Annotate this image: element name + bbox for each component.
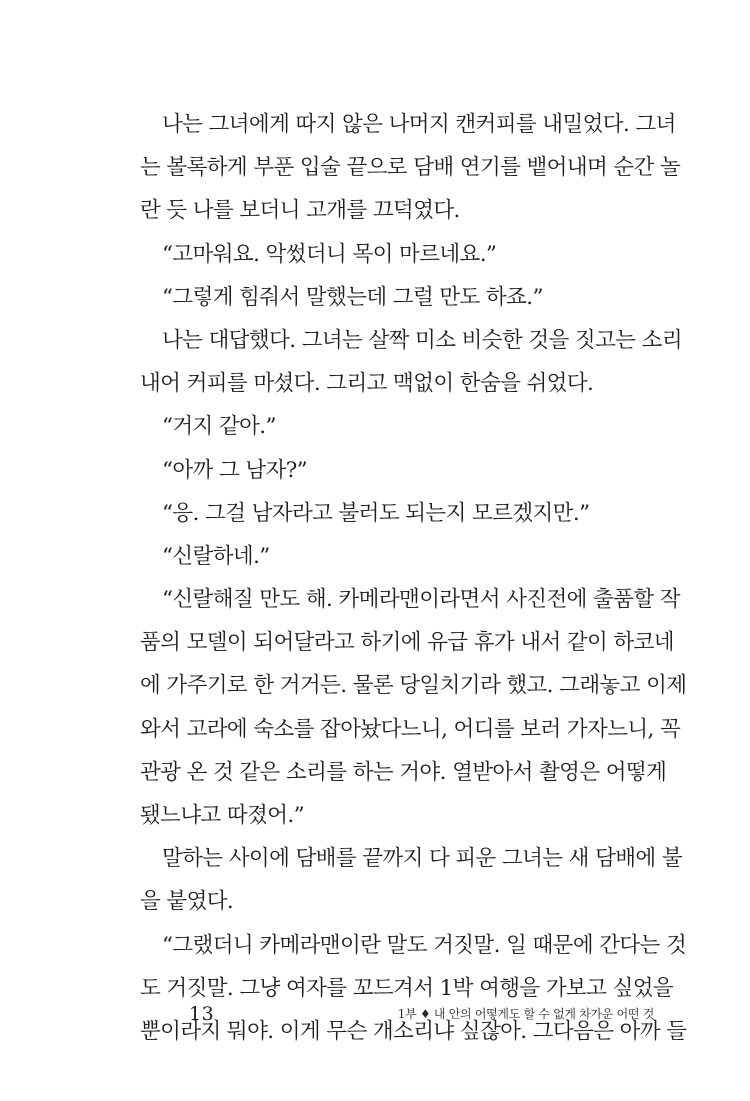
text-line: 내어 커피를 마셨다. 그리고 맥없이 한숨을 쉬었다. <box>140 371 594 397</box>
text-line: 을 붙였다. <box>140 889 234 915</box>
text-line: 품의 모델이 되어달라고 하기에 유급 휴가 내서 같이 하코네 <box>140 630 674 656</box>
text-line: “신랄하네.” <box>162 543 270 569</box>
text-line: “거지 같아.” <box>162 414 276 440</box>
body-text <box>140 103 687 1053</box>
text-line: 는 볼록하게 부푼 입술 끝으로 담배 연기를 뱉어내며 순간 놀 <box>140 155 681 181</box>
page-footer <box>0 1002 750 1026</box>
text-line: 와서 고라에 숙소를 잡아놨다느니, 어디를 보러 가자느니, 꼭 <box>140 716 681 742</box>
text-line: “신랄해질 만도 해. 카메라맨이라면서 사진전에 출품할 작 <box>162 587 680 613</box>
text-line: “응. 그걸 남자라고 불러도 되는지 모르겠지만.” <box>162 500 590 526</box>
text-line: 나는 그녀에게 따지 않은 나머지 캔커피를 내밀었다. 그녀 <box>162 112 676 137</box>
running-title: 1부 ♦ 내 안의 어떻게도 할 수 없게 차가운 어떤 것 <box>397 1007 654 1021</box>
text-line: 됐느냐고 따졌어.” <box>140 803 305 828</box>
text-line: “고마워요. 악썼더니 목이 마르네요.” <box>162 241 497 267</box>
text-line: “그랬더니 카메라맨이란 말도 거짓말. 일 때문에 간다는 것 <box>162 932 687 958</box>
text-line: 말하는 사이에 담배를 끝까지 다 피운 그녀는 새 담배에 불 <box>162 846 682 872</box>
text-line: 도 거짓말. 그냥 여자를 꼬드겨서 1박 여행을 가보고 싶었을 <box>140 975 674 1001</box>
text-line: 나는 대답했다. 그녀는 살짝 미소 비슷한 것을 짓고는 소리 <box>162 327 682 353</box>
text-line: 뿐이라지 뭐야. 이게 무슨 개소리냐 싶잖아. 그다음은 아까 들 <box>140 1018 687 1044</box>
text-line: “그렇게 힘줘서 말했는데 그럴 만도 하죠.” <box>162 284 543 310</box>
text-line: 에 가주기로 한 거거든. 물론 당일치기라 했고. 그래놓고 이제 <box>140 673 687 699</box>
page-number: 13 <box>189 1003 215 1025</box>
text-line: 란 듯 나를 보더니 고개를 끄덕였다. <box>140 198 460 224</box>
text-line: 관광 온 것 같은 소리를 하는 거야. 열받아서 촬영은 어떻게 <box>140 759 667 785</box>
text-line: “아까 그 남자?” <box>162 457 308 483</box>
